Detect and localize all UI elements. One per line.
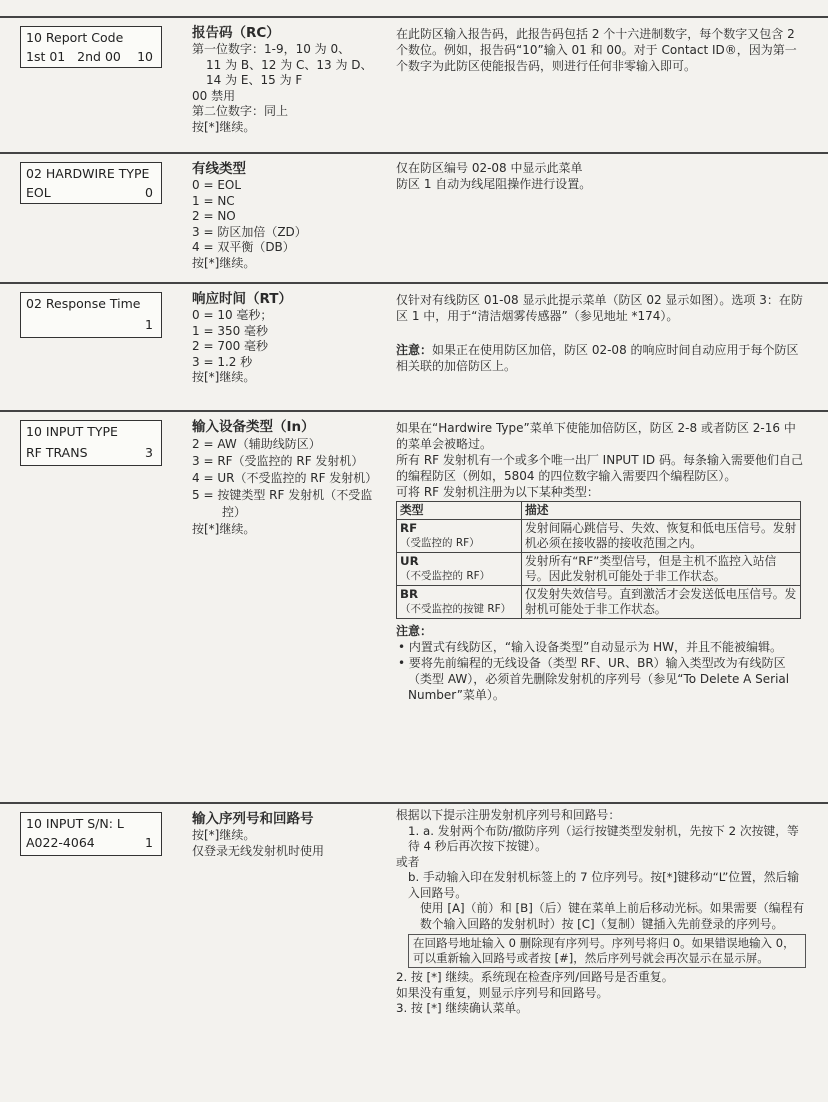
- option-column: [192, 418, 387, 538]
- option-line: 0 = EOL: [192, 178, 242, 192]
- table-cell-desc: 仅发射失效信号。直到激活才会发送低电压信号。发射机可能处于非工作状态。: [522, 586, 801, 619]
- option-line: 5 = 按键类型 RF 发射机（不受监控）: [192, 488, 373, 519]
- option-line: 按[*]继续。: [192, 119, 256, 134]
- lcd-line-1: 10 INPUT S/N: L: [26, 816, 124, 831]
- step-text: 3. 按 [*] 继续确认菜单。: [396, 1001, 528, 1015]
- option-column: [192, 290, 387, 386]
- lcd-display: [20, 812, 162, 856]
- section-response-time: [0, 282, 828, 408]
- option-line: 4 = UR（不受监控的 RF 发射机）: [192, 471, 378, 485]
- lcd-display: [20, 26, 162, 68]
- description-column: [396, 808, 806, 1017]
- option-line: 按[*]继续。: [192, 370, 256, 384]
- bullet-text: 要将先前编程的无线设备（类型 RF、UR、BR）输入类型改为有线防区（类型 AW），必须首先删除发射机的序列号（参见“To Delete A Serial Number”菜单）。: [408, 656, 790, 702]
- lcd-line-1: 02 Response Time: [26, 296, 141, 311]
- note-bullet: [396, 639, 806, 655]
- option-line: 14 为 E、15 为 F: [206, 73, 303, 87]
- option-line: 按[*]继续。: [192, 828, 256, 842]
- table-cell-type: [397, 520, 522, 553]
- option-line: 0 = 10 毫秒；: [192, 308, 273, 322]
- note-bullet: [396, 655, 806, 703]
- option-line: 按[*]继续。: [192, 255, 256, 270]
- lcd-value: 10: [137, 49, 153, 64]
- description-text: 在此防区输入报告码，此报告码包括 2 个十六进制数字，每个数字又包含 2 个数位。例如，报告码“10”输入 01 和 00。对于 Contact ID®，因为第一个数字为此防区使能报告码，则进行任何非零输入即可。: [396, 27, 797, 73]
- transmitter-type-table: [396, 501, 801, 619]
- lcd-value: 1: [145, 317, 153, 332]
- type-name: RF: [400, 521, 418, 535]
- lcd-value: 1: [145, 835, 153, 850]
- option-line: 3 = RF（受监控的 RF 发射机）: [192, 454, 364, 468]
- option-line: 2 = 700 毫秒: [192, 339, 269, 353]
- step-text: 2. 按 [*] 继续。系统现在检查序列/回路号是否重复。: [396, 970, 674, 984]
- lcd-value: 3: [145, 445, 153, 460]
- option-line: 仅登录无线发射机时使用: [192, 843, 325, 858]
- type-name: BR: [400, 587, 419, 601]
- section-title: 有线类型: [192, 161, 246, 177]
- bullet-dot-icon: •: [398, 640, 409, 654]
- section-title: 输入设备类型（In）: [192, 419, 315, 435]
- lcd-display: [20, 292, 162, 338]
- description-column: [396, 420, 806, 703]
- description-text: 根据以下提示注册发射机序列号和回路号：: [396, 808, 621, 822]
- description-text: 如果在“Hardwire Type”菜单下使能加倍防区，防区 2-8 或者防区 2-16 中的菜单会被略过。: [396, 421, 796, 451]
- step-text: 或者: [396, 854, 420, 869]
- description-column: [396, 26, 806, 74]
- description-column: [396, 160, 806, 192]
- description-text: 所有 RF 发射机有一个或多个唯一出厂 INPUT ID 码。每条输入需要他们自己的编程防区（例如，5804 的四位数字输入需要四个编程防区）。: [396, 453, 803, 483]
- lcd-line-2: A022-4064: [26, 835, 95, 850]
- note-text: 如果正在使用防区加倍，防区 02-08 的响应时间自动应用于每个防区相关联的加倍防区上。: [396, 343, 799, 373]
- lcd-line-2: 1st 01 2nd 00: [26, 49, 121, 64]
- step-text: 使用 [A]（前）和 [B]（后）键在菜单上前后移动光标。如果需要（编程有数个输入回路的发射机时）按 [C]（复制）键插入先前登录的序列号。: [420, 901, 805, 931]
- table-cell-desc: 发射所有“RF”类型信号，但是主机不监控入站信号。因此发射机可能处于非工作状态。: [522, 553, 801, 586]
- option-line: 00 禁用: [192, 88, 236, 103]
- lcd-display: [20, 420, 162, 466]
- section-title: 输入序列号和回路号: [192, 811, 314, 827]
- option-line: 1 = NC: [192, 193, 235, 208]
- type-subtitle: （不受监控的按键 RF）: [400, 603, 512, 615]
- lcd-line-1: 10 Report Code: [26, 30, 124, 45]
- table-row: [397, 520, 801, 553]
- section-input-type: [0, 410, 828, 802]
- info-box: 在回路号地址输入 0 删除现有序列号。序列号将归 0。如果错误地输入 0，可以重新输入回路号或者按 [#]，然后序列号就会再次显示在显示屏。: [408, 934, 806, 968]
- lcd-line-1: 10 INPUT TYPE: [26, 424, 118, 439]
- step-text: 如果没有重复，则显示序列号和回路号。: [396, 985, 609, 1000]
- description-text: 仅针对有线防区 01-08 显示此提示菜单（防区 02 显示如图）。选项 3：在防区 1 中，用于“清洁烟雾传感器”（参见地址 *174）。: [396, 293, 803, 323]
- section-report-code: [0, 16, 828, 148]
- option-line: 3 = 防区加倍（ZD）: [192, 224, 307, 239]
- table-header: 描述: [522, 502, 801, 520]
- table-cell-type: [397, 553, 522, 586]
- option-column: [192, 24, 387, 135]
- lcd-line-2: EOL: [26, 185, 51, 200]
- table-header-row: [397, 502, 801, 520]
- section-hardwire-type: [0, 152, 828, 280]
- lcd-value: 0: [145, 185, 153, 200]
- type-subtitle: （受监控的 RF）: [400, 537, 480, 549]
- description-text: 仅在防区编号 02-08 中显示此菜单: [396, 161, 583, 175]
- bullet-dot-icon: •: [398, 656, 409, 670]
- table-cell-desc: 发射间隔心跳信号、失效、恢复和低电压信号。发射机必须在接收器的接收范围之内。: [522, 520, 801, 553]
- option-line: 2 = NO: [192, 209, 236, 223]
- lcd-line-1: 02 HARDWIRE TYPE: [26, 166, 150, 181]
- description-text: 防区 1 自动为线尾阻操作进行设置。: [396, 177, 592, 191]
- section-input-serial: [0, 802, 828, 1102]
- table-header: 类型: [397, 502, 522, 520]
- description-text: 可将 RF 发射机注册为以下某种类型：: [396, 485, 599, 499]
- option-line: 第二位数字：同上: [192, 104, 289, 118]
- type-subtitle: （不受监控的 RF）: [400, 570, 491, 582]
- lcd-display: [20, 162, 162, 204]
- note-label: 注意：: [396, 343, 433, 357]
- table-row: [397, 586, 801, 619]
- table-row: [397, 553, 801, 586]
- option-line: 3 = 1.2 秒: [192, 354, 253, 369]
- note-paragraph: [396, 342, 806, 374]
- option-column: [192, 810, 387, 859]
- option-line: 1 = 350 毫秒: [192, 323, 269, 338]
- table-cell-type: [397, 586, 522, 619]
- option-line: 11 为 B、12 为 C、13 为 D、: [206, 57, 373, 72]
- description-column: [396, 292, 806, 374]
- type-name: UR: [400, 554, 419, 568]
- option-line: 2 = AW（辅助线防区）: [192, 437, 321, 451]
- option-line: 4 = 双平衡（DB）: [192, 240, 295, 254]
- lcd-line-2: RF TRANS: [26, 445, 88, 460]
- step-text: 1. a. 发射两个布防/撤防序列（运行按键类型发射机，先按下 2 次按键，等待 4 秒后再次按下按键）。: [408, 823, 799, 853]
- option-line: 按[*]继续。: [192, 522, 256, 536]
- section-title: 响应时间（RT）: [192, 291, 292, 307]
- option-line: 第一位数字：1-9，10 为 0、: [192, 42, 351, 56]
- step-text: b. 手动输入印在发射机标签上的 7 位序列号。按[*]键移动“L”位置，然后输入回路号。: [408, 870, 800, 900]
- section-title: 报告码（RC）: [192, 25, 280, 41]
- note-label: 注意：: [396, 624, 433, 638]
- option-column: [192, 160, 387, 271]
- bullet-text: 内置式有线防区，“输入设备类型”自动显示为 HW，并且不能被编辑。: [408, 640, 783, 654]
